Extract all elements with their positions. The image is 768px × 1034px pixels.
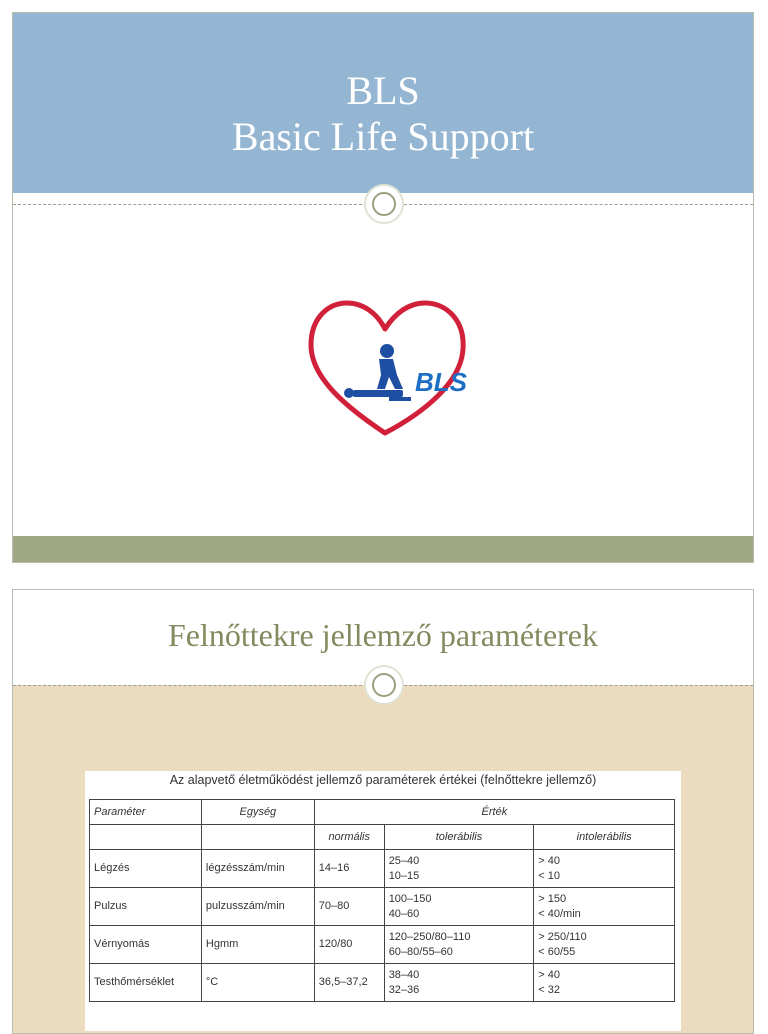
subheader-empty [201,825,314,850]
cell-intolerable-line: < 40/min [538,907,581,920]
slide-bls-title [12,12,754,563]
cell-tolerable-line: 60–80/55–60 [388,945,453,958]
header-normal: normális [314,825,384,850]
table-body [90,850,675,1002]
table-row [90,926,675,964]
slide-footer-bar [13,536,753,562]
cell-intolerable [534,850,675,888]
bls-logo [303,295,473,445]
cell-parameter: Pulzus [90,888,202,926]
slide-title [13,68,753,160]
cell-intolerable-line: > 40 [538,968,560,981]
cell-tolerable [384,926,534,964]
cell-tolerable-line: 120–250/80–110 [388,930,471,943]
table-row [90,850,675,888]
cell-parameter: Légzés [90,850,202,888]
header-unit: Egység [201,800,314,825]
cell-intolerable [534,964,675,1002]
cell-parameter: Vérnyomás [90,926,202,964]
parameters-table-figure [85,771,681,1031]
parameters-table [89,799,675,1002]
cell-normal: 120/80 [314,926,384,964]
cell-tolerable-line: 40–60 [388,907,420,920]
cell-normal: 36,5–37,2 [314,964,384,1002]
cell-tolerable-line: 38–40 [388,968,420,981]
cell-tolerable-line: 32–36 [388,983,420,996]
table-caption: Az alapvető életműködést jellemző paraméterek értékei (felnőttekre jellemző) [169,773,597,787]
cell-tolerable-line: 25–40 [388,854,420,867]
cell-intolerable-line: < 32 [538,983,560,996]
cell-intolerable-line: < 60/55 [538,945,576,958]
cell-tolerable [384,888,534,926]
table-header-row [90,800,675,825]
ring-ornament-icon [364,665,404,705]
cell-parameter: Testhőmérséklet [90,964,202,1002]
title-line-2: Basic Life Support [231,114,535,159]
table-subheader-row [90,825,675,850]
cell-intolerable [534,888,675,926]
logo-text: BLS [415,367,467,397]
cell-unit: Hgmm [201,926,314,964]
slide-header [13,13,753,193]
cell-unit: pulzusszám/min [201,888,314,926]
cell-tolerable-line: 100–150 [388,892,432,905]
cell-normal: 14–16 [314,850,384,888]
header-value: Érték [314,800,674,825]
table-row [90,964,675,1002]
header-parameter: Paraméter [90,800,202,825]
cell-tolerable [384,964,534,1002]
cell-intolerable-line: > 150 [538,892,567,905]
cpr-figure-icon [344,344,411,401]
subheader-empty [90,825,202,850]
ring-ornament-icon [364,184,404,224]
slide-title: Felnőttekre jellemző paraméterek [167,617,598,653]
table-row [90,888,675,926]
cell-intolerable-line: > 250/110 [538,930,587,943]
cell-normal: 70–80 [314,888,384,926]
header-intolerable: intolerábilis [534,825,675,850]
title-line-1: BLS [346,68,420,113]
cell-intolerable-line: < 10 [538,869,560,882]
slide-adult-parameters [12,589,754,1034]
cell-intolerable-line: > 40 [538,854,560,867]
cell-tolerable-line: 10–15 [388,869,420,882]
header-tolerable: tolerábilis [384,825,534,850]
cell-intolerable [534,926,675,964]
cell-unit: légzésszám/min [201,850,314,888]
cell-unit: °C [201,964,314,1002]
cell-tolerable [384,850,534,888]
